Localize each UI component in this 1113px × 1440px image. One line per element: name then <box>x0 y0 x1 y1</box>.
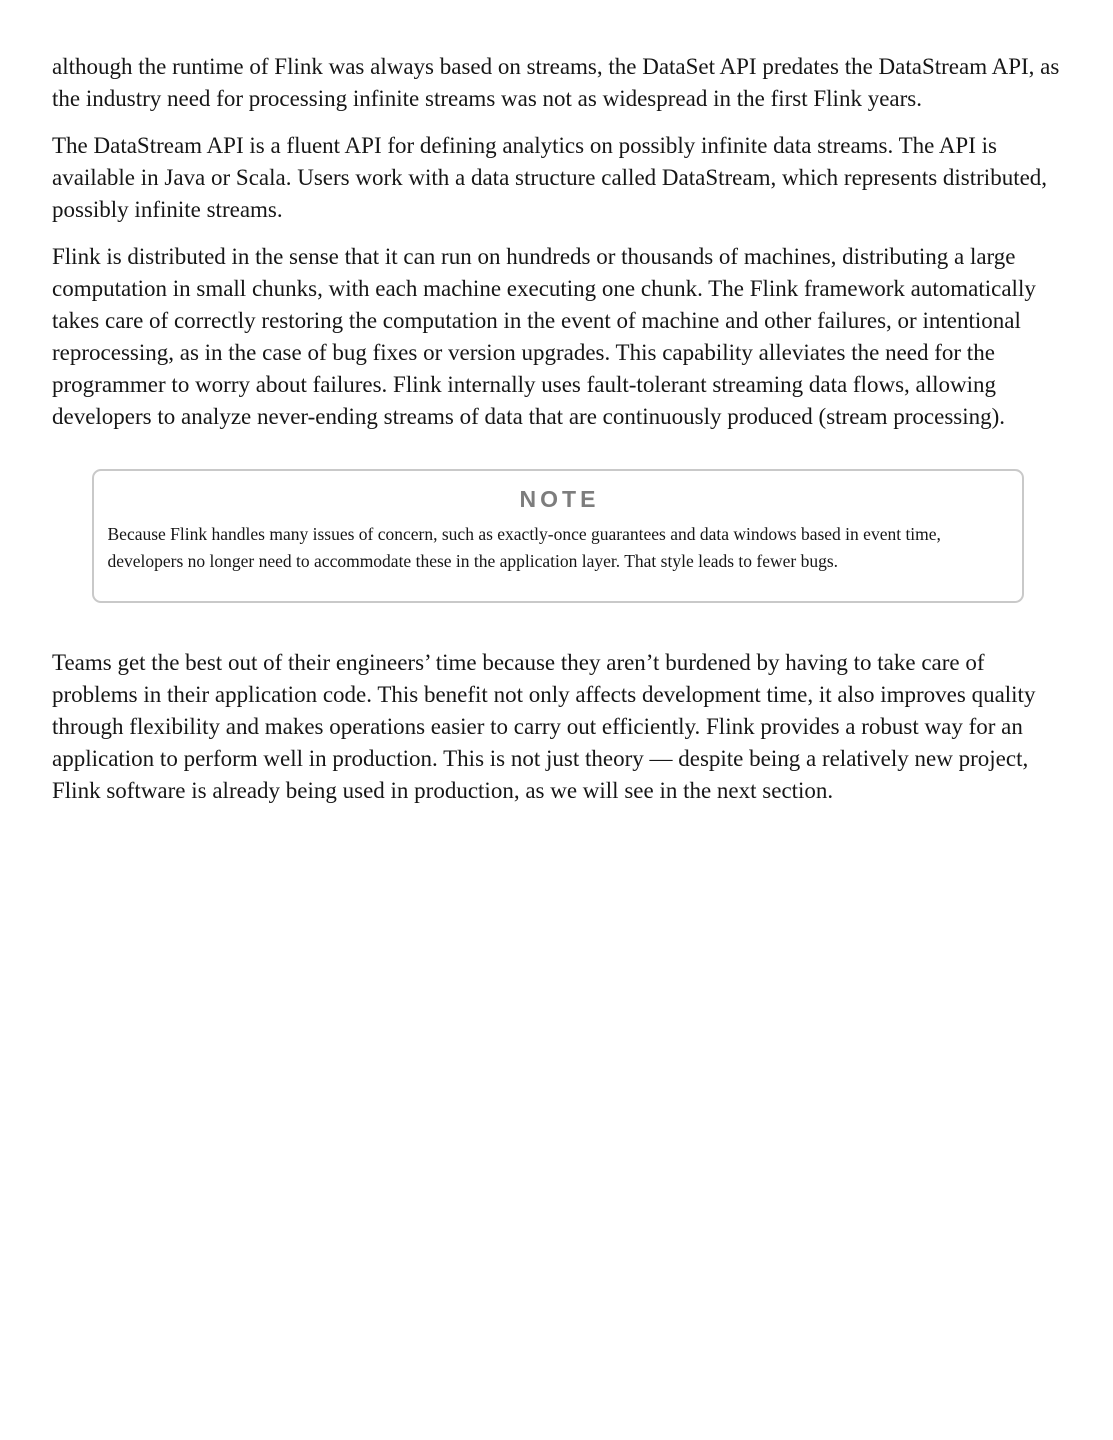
note-box <box>92 469 1024 603</box>
body-paragraph-4: Teams get the best out of their engineers’ time because they aren’t burdened by having to take care of problems in their application code. This benefit not only affects development time, it also improves quality through flexibility and makes operations easier to carry out efficiently. Flink provides a robust way for an application to perform well in production. This is not just theory — despite being a relatively new project, Flink software is already being used in production, as we will see in the next section. <box>52 650 1036 803</box>
body-paragraph-3: Flink is distributed in the sense that it can run on hundreds or thousands of machines, distributing a large computation in small chunks, with each machine executing one chunk. The Flink framework automatically takes care of correctly restoring the computation in the event of machine and other failures, or intentional reprocessing, as in the case of bug fixes or version upgrades. This capability alleviates the need for the programmer to worry about failures. Flink internally uses fault-tolerant streaming data flows, allowing developers to analyze never-ending streams of data that are continuously produced (stream processing). <box>52 244 1036 429</box>
body-paragraph-1: although the runtime of Flink was always based on streams, the DataSet API predates the DataStream API, as the industry need for processing infinite streams was not as widespread in the first Flink years. <box>52 54 1060 111</box>
note-body-text: Because Flink handles many issues of concern, such as exactly-once guarantees and data windows based in event time, developers no longer need to accommodate these in the application layer. That style leads to fewer bugs. <box>107 524 941 571</box>
note-title: NOTE <box>519 486 600 512</box>
body-paragraph-2: The DataStream API is a fluent API for defining analytics on possibly infinite data streams. The API is available in Java or Scala. Users work with a data structure called DataStream, which represents distributed, possibly infinite streams. <box>52 133 1048 222</box>
